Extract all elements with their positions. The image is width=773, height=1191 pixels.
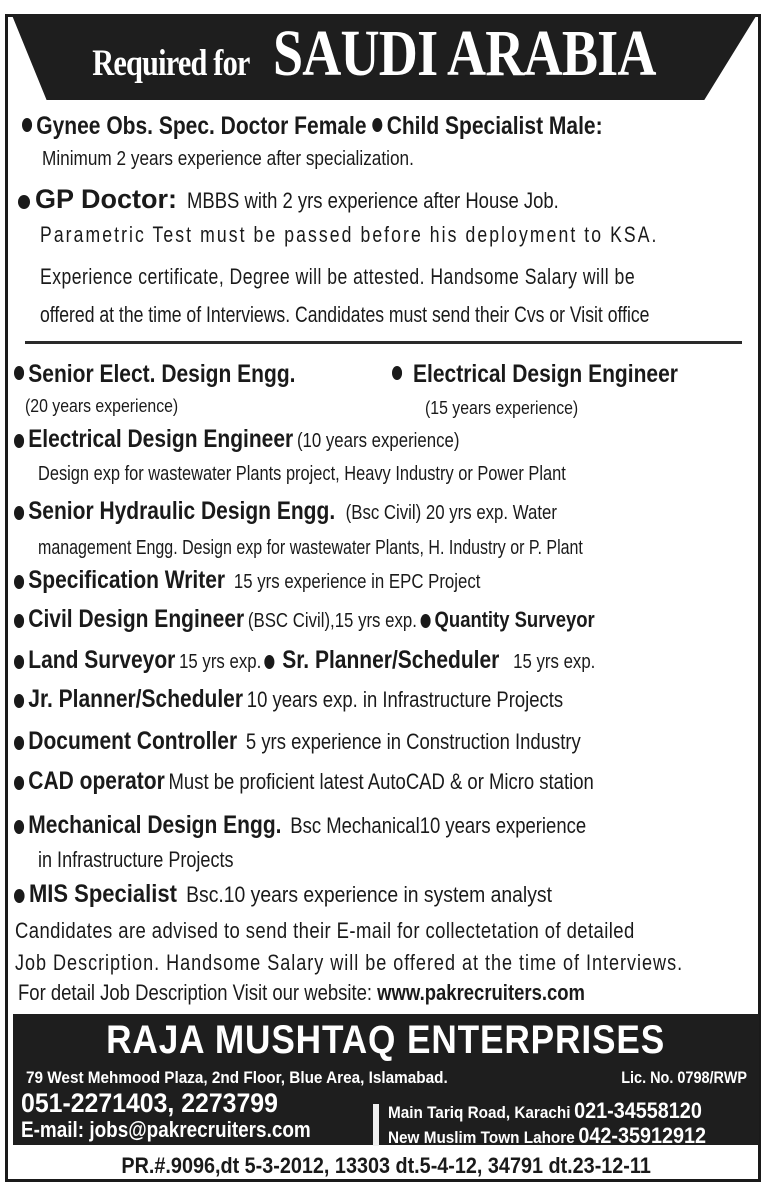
job-item <box>14 811 695 840</box>
job-item <box>14 880 625 909</box>
job-exp: Bsc.10 years experience in system analyst <box>186 882 552 907</box>
bullet-icon <box>18 195 30 209</box>
job-desc: MBBS with 2 yrs experience after House Job. <box>187 188 560 213</box>
job-exp: 15 yrs experience in EPC Project <box>233 571 481 593</box>
branch-karachi: Main Tariq Road, Karachi 021-34558120 <box>388 1098 702 1123</box>
gp-desc-line: Experience certificate, Degree will be attested. Handsome Salary will be <box>40 264 636 289</box>
note-line: Job Description. Handsome Salary will be offered at the time of Interviews. <box>15 950 684 975</box>
job-title: CAD operator <box>28 767 165 795</box>
bullet-icon <box>265 655 275 669</box>
job-title: Land Surveyor <box>28 646 176 674</box>
email-address[interactable]: E-mail: jobs@pakrecruiters.com <box>21 1117 311 1142</box>
job-title: Quantity Surveyor <box>434 607 595 632</box>
job-item <box>14 646 706 675</box>
branch-phone: 021-34558120 <box>574 1098 702 1123</box>
bullet-icon <box>392 366 402 380</box>
bullet-icon <box>14 366 24 380</box>
medical-line-1 <box>22 112 713 141</box>
job-exp: (10 years experience) <box>296 430 460 452</box>
job-title: Electrical Design Engineer <box>413 360 678 388</box>
bullet-icon <box>14 434 24 448</box>
job-title: Specification Writer <box>28 566 226 594</box>
job-exp: Bsc Mechanical10 years experience <box>290 813 587 838</box>
website-link[interactable]: www.pakrecruiters.com <box>377 980 585 1005</box>
job-title: Child Specialist Male: <box>386 112 603 140</box>
job-exp: 10 years exp. in Infrastructure Projects <box>246 687 564 712</box>
header-title <box>0 16 773 92</box>
job-exp: 5 yrs experience in Construction Industry <box>245 729 581 754</box>
job-exp: 15 yrs exp. <box>179 651 262 673</box>
job-exp: 15 yrs exp. <box>513 651 596 673</box>
job-item <box>14 425 544 454</box>
header-prefix: Required for <box>92 43 250 84</box>
gp-doctor-line <box>18 184 630 215</box>
job-desc: Design exp for wastewater Plants project, Heavy Industry or Power Plant <box>38 463 566 485</box>
job-item <box>14 360 349 389</box>
phone-numbers: 051-2271403, 2273799 <box>21 1088 278 1118</box>
note-line: For detail Job Description Visit our website: www.pakrecruiters.com <box>18 980 585 1005</box>
job-title: Electrical Design Engineer <box>28 425 294 453</box>
job-title: Sr. Planner/Scheduler <box>282 646 500 674</box>
bullet-icon <box>14 736 24 750</box>
bullet-icon <box>14 889 25 903</box>
bullet-icon <box>372 118 382 132</box>
bullet-icon <box>14 575 24 589</box>
bullet-icon <box>14 820 24 834</box>
gp-desc-line: offered at the time of Interviews. Candidates must send their Cvs or Visit office <box>40 302 650 327</box>
bullet-icon <box>14 614 24 628</box>
job-title: Senior Elect. Design Engg. <box>28 360 296 388</box>
branch-phone: 042-35912912 <box>578 1123 707 1148</box>
bullet-icon <box>14 506 24 520</box>
job-exp: Must be proficient latest AutoCAD & or Micro station <box>168 769 594 794</box>
header-country: SAUDI ARABIA <box>273 17 656 90</box>
job-item <box>14 605 705 634</box>
job-exp: (Bsc Civil) 20 yrs exp. Water <box>345 502 557 524</box>
job-title: Jr. Planner/Scheduler <box>28 685 244 713</box>
job-title: Civil Design Engineer <box>28 605 245 633</box>
job-desc: management Engg. Design exp for wastewater Plants, H. Industry or P. Plant <box>38 537 583 559</box>
job-item <box>14 685 668 714</box>
company-name: RAJA MUSHTAQ ENTERPRISES <box>106 1018 666 1062</box>
job-title: GP Doctor: <box>35 184 178 214</box>
job-exp: (BSC Civil),15 yrs exp. <box>247 610 417 632</box>
contact-separator <box>373 1104 379 1146</box>
job-item <box>14 727 689 756</box>
job-title: Gynee Obs. Spec. Doctor Female <box>36 112 367 140</box>
job-exp: (20 years experience) <box>25 396 179 416</box>
bullet-icon <box>14 694 24 708</box>
contact-box <box>13 1014 759 1148</box>
office-address: 79 West Mehmood Plaza, 2nd Floor, Blue Area, Islamabad. <box>26 1068 448 1087</box>
job-exp: (15 years experience) <box>425 398 579 418</box>
job-item <box>14 497 660 526</box>
job-item <box>392 360 732 389</box>
branch-lahore: New Muslim Town Lahore 042-35912912 <box>388 1123 707 1148</box>
license-number: Lic. No. 0798/RWP <box>621 1068 747 1087</box>
note-line: Candidates are advised to send their E-mail for collectetation of detailed <box>15 918 635 943</box>
bullet-icon <box>22 118 32 132</box>
job-title: Mechanical Design Engg. <box>28 811 282 839</box>
bullet-icon <box>420 614 430 628</box>
gp-desc-line: Parametric Test must be passed before his deployment to KSA. <box>40 222 659 247</box>
bullet-icon <box>14 655 24 669</box>
medical-note: Minimum 2 years experience after specialization. <box>42 148 414 170</box>
job-item <box>14 767 704 796</box>
job-title: Document Controller <box>28 727 238 755</box>
job-title: Senior Hydraulic Design Engg. <box>28 497 336 525</box>
bullet-icon <box>14 776 24 790</box>
job-title: MIS Specialist <box>28 880 177 908</box>
job-item <box>14 566 569 595</box>
job-desc: in Infrastructure Projects <box>38 847 234 872</box>
pr-reference: PR.#.9096,dt 5-3-2012, 13303 dt.5-4-12, 34791 dt.23-12-11 <box>121 1153 652 1178</box>
section-divider <box>25 341 742 344</box>
